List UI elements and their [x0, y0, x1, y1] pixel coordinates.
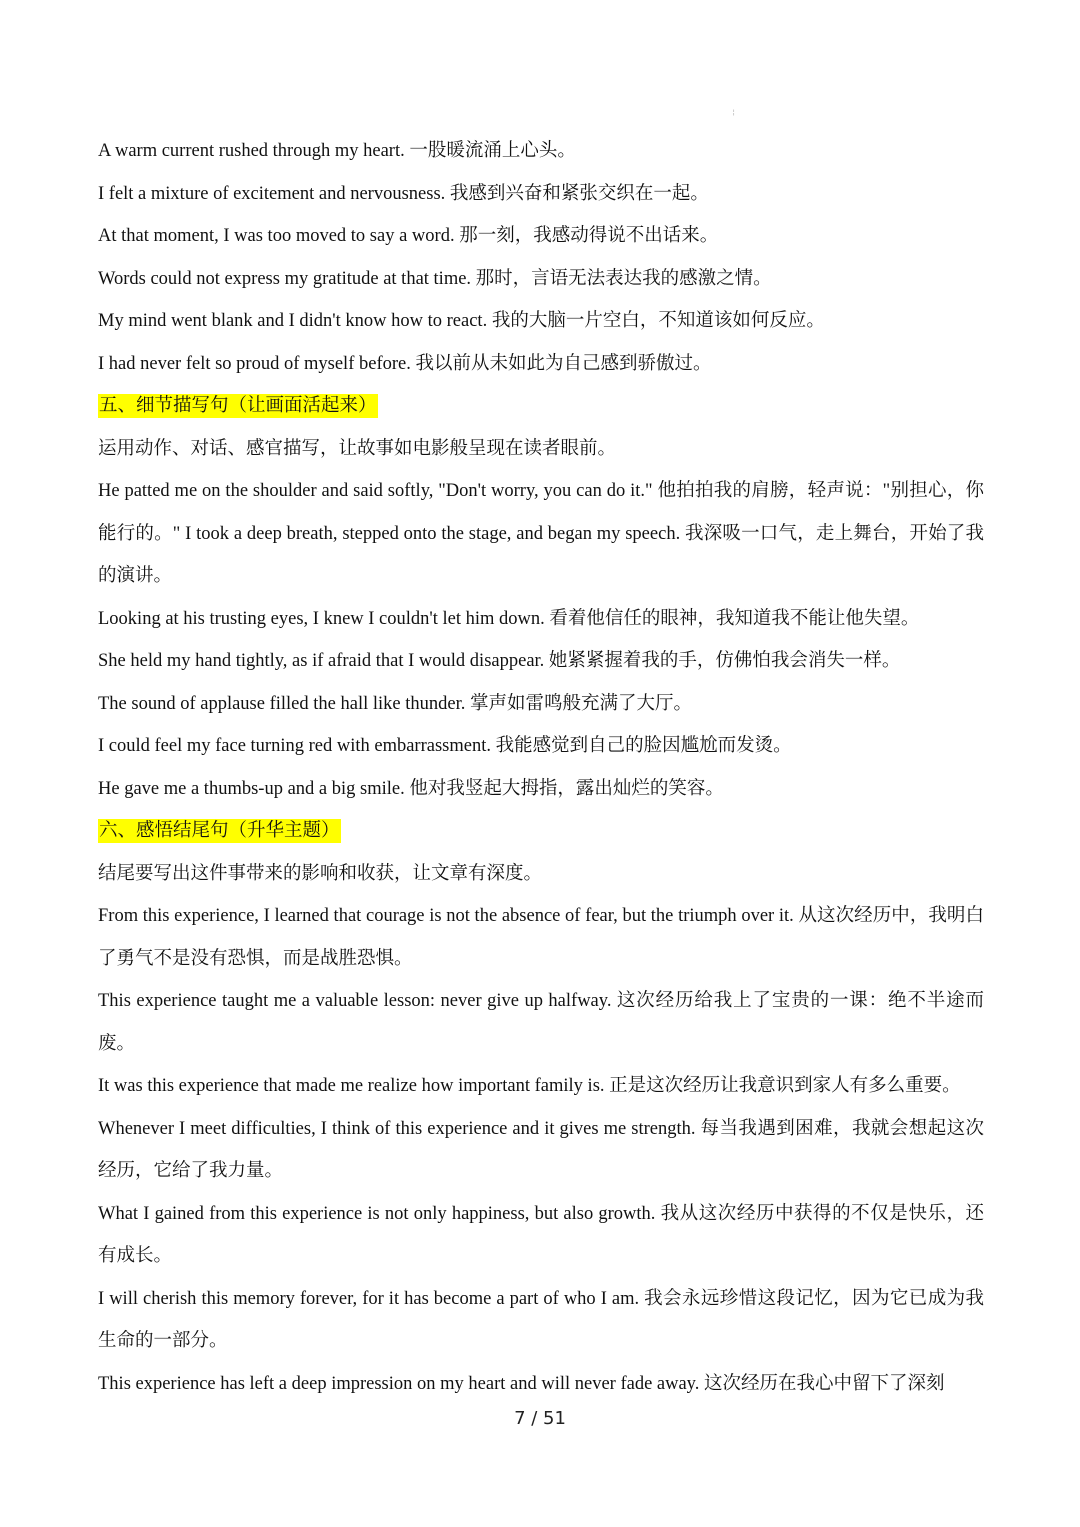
- document-body: [98, 130, 984, 1405]
- sentence-line: Looking at his trusting eyes, I knew I couldn't let him down. 看着他信任的眼神，我知道我不能让他失望。: [98, 608, 920, 629]
- section-intro: 结尾要写出这件事带来的影响和收获，让文章有深度。: [98, 863, 543, 884]
- sentence-line: The sound of applause filled the hall like thunder. 掌声如雷鸣般充满了大厅。: [98, 693, 692, 714]
- sentence-line: It was this experience that made me realize how important family is. 正是这次经历让我意识到家人有多么重要。: [98, 1076, 961, 1096]
- sentence-line: This experience has left a deep impression on my heart and will never fade away. 这次经历在我心中留下了深刻: [98, 1373, 945, 1394]
- highlighted-heading-text: 六、感悟结尾句（升华主题）: [99, 821, 340, 841]
- sentence-line: He patted me on the shoulder and said softly, "Don't worry, you can do it." 他拍拍我的肩膀，轻声说："别担心，你能行的。" I took a deep breath, stepped onto the stage, and began my speech. 我深吸一口气，走上舞台，开始了我的演讲。: [98, 481, 984, 586]
- sentence-line: Whenever I meet difficulties, I think of this experience and it gives me strength. 每当我遇到困难，我就会想起这次经历，它给了我力量。: [98, 1118, 984, 1181]
- sentence-line: A warm current rushed through my heart. 一股暖流涌上心头。: [98, 141, 576, 161]
- sentence-line: From this experience, I learned that courage is not the absence of fear, but the triumph over it. 从这次经历中，我明白了勇气不是没有恐惧，而是战胜恐惧。: [98, 906, 984, 969]
- section-heading-ending: [98, 810, 984, 853]
- page-marker: ¦: [733, 110, 735, 116]
- sentence-line: What I gained from this experience is not only happiness, but also growth. 我从这次经历中获得的不仅是快乐，还有成长。: [98, 1203, 984, 1266]
- highlighted-heading-text: 五、细节描写句（让画面活起来）: [99, 396, 377, 416]
- page-number: 7 / 51: [514, 1408, 566, 1429]
- sentence-line: This experience taught me a valuable lesson: never give up halfway. 这次经历给我上了宝贵的一课：绝不半途而废。: [98, 991, 984, 1054]
- sentence-line: She held my hand tightly, as if afraid that I would disappear. 她紧紧握着我的手，仿佛怕我会消失一样。: [98, 651, 901, 671]
- sentence-line: At that moment, I was too moved to say a word. 那一刻，我感动得说不出话来。: [98, 226, 719, 246]
- sentence-line: Words could not express my gratitude at that time. 那时，言语无法表达我的感激之情。: [98, 268, 772, 289]
- sentence-line: My mind went blank and I didn't know how to react. 我的大脑一片空白，不知道该如何反应。: [98, 311, 825, 331]
- sentence-line: I felt a mixture of excitement and nervousness. 我感到兴奋和紧张交织在一起。: [98, 183, 709, 204]
- sentence-line: He gave me a thumbs-up and a big smile. 他对我竖起大拇指，露出灿烂的笑容。: [98, 778, 724, 799]
- section-intro: 运用动作、对话、感官描写，让故事如电影般呈现在读者眼前。: [98, 438, 617, 459]
- section-heading-detail: [98, 385, 984, 428]
- sentence-line: I will cherish this memory forever, for it has become a part of who I am. 我会永远珍惜这段记忆，因为它已成为我生命的一部分。: [98, 1288, 984, 1351]
- sentence-line: I could feel my face turning red with embarrassment. 我能感觉到自己的脸因尴尬而发烫。: [98, 736, 792, 756]
- sentence-line: I had never felt so proud of myself before. 我以前从未如此为自己感到骄傲过。: [98, 353, 712, 374]
